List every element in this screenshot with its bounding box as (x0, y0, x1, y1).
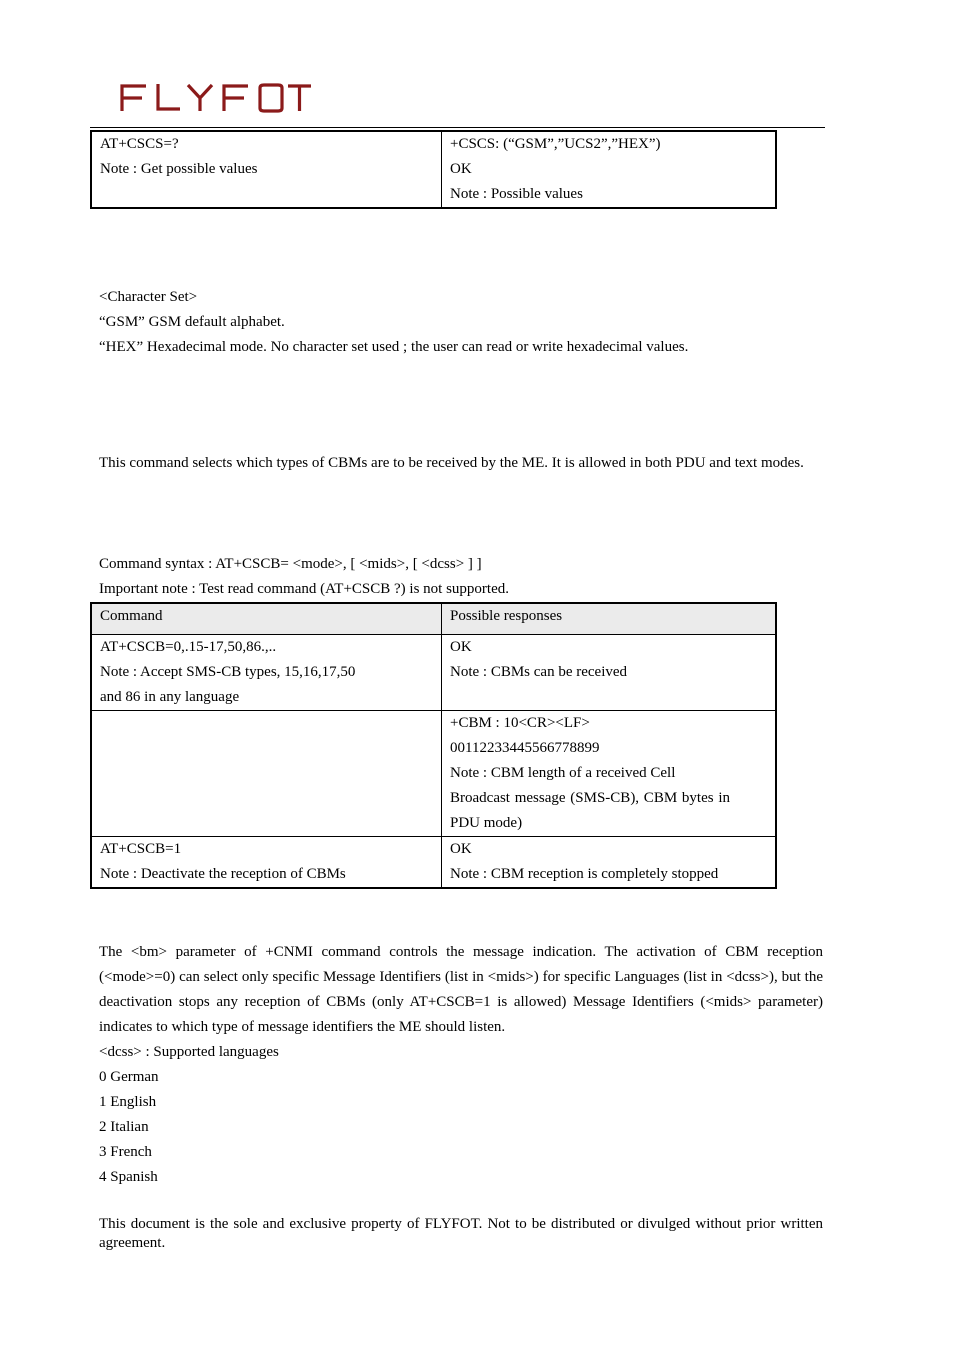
command-syntax: Command syntax : AT+CSCB= <mode>, [ <mids>, [ <dcss> ] ] (99, 556, 482, 572)
cell-line: +CBM : 10<CR><LF> (450, 715, 590, 731)
cscs-test-table (90, 130, 777, 209)
cell-line: Note : CBM length of a received Cell (450, 765, 676, 781)
cell-line: AT+CSCB=0,.15-17,50,86.,.. (100, 639, 277, 655)
cscs-command-cell (91, 131, 442, 208)
dcss-heading: <dcss> : Supported languages (99, 1044, 279, 1060)
table-row (91, 635, 776, 711)
response-cell (442, 837, 777, 889)
charset-hex: “HEX” Hexadecimal mode. No character set used ; the user can read or write hexadecimal values. (99, 339, 689, 355)
column-header-command (91, 603, 442, 635)
language-item: 0 German (99, 1069, 159, 1085)
bm-parameter-paragraph: The <bm> parameter of +CNMI command controls the message indication. The activation of CBM reception (<mode>=0) can select only specific Message Identifiers (list in <mids>) for specific Languages (list in <dcss>), but the deactivation stops any reception of CBMs (only AT+CSCB=1 is allowed) Message Identifiers (<mids> parameter) indicates to which type of message identifiers the ME should listen. (99, 944, 823, 1035)
cell-line: OK (450, 841, 472, 857)
language-item: 3 French (99, 1144, 152, 1160)
header-label: Command (100, 608, 163, 624)
logo-text: FLYFOT (118, 80, 122, 81)
cell-line: Note : CBMs can be received (450, 664, 628, 680)
cell-line: AT+CSCB=1 (100, 841, 182, 857)
important-note: Important note : Test read command (AT+CSCB ?) is not supported. (99, 581, 509, 597)
cell-line: Note : Deactivate the reception of CBMs (100, 866, 346, 882)
cell-line: Note : Possible values (450, 186, 583, 202)
response-cell (442, 635, 777, 711)
table-row (91, 711, 776, 837)
cell-line: and 86 in any language (100, 689, 240, 705)
cell-line: +CSCS: (“GSM”,”UCS2”,”HEX”) (450, 136, 661, 152)
cscb-table (90, 602, 777, 889)
column-header-responses (442, 603, 777, 635)
cell-line: 00112233445566778899 (450, 740, 600, 756)
cell-line: Note : Get possible values (100, 161, 258, 177)
cell-line: AT+CSCS=? (100, 136, 179, 152)
footer-notice: This document is the sole and exclusive property of FLYFOT. Not to be distributed or divulged without prior written agreement. (99, 1216, 823, 1251)
language-item: 2 Italian (99, 1119, 149, 1135)
cscb-intro-paragraph: This command selects which types of CBMs are to be received by the ME. It is allowed in both PDU and text modes. (99, 455, 804, 471)
cscs-response-cell (442, 131, 777, 208)
cell-line: OK (450, 639, 472, 655)
command-cell (91, 635, 442, 711)
language-item: 1 English (99, 1094, 157, 1110)
table-row (91, 837, 776, 889)
language-item: 4 Spanish (99, 1169, 158, 1185)
header-rule (90, 127, 825, 128)
response-cell (442, 711, 777, 837)
cell-line: Note : Accept SMS-CB types, 15,16,17,50 (100, 664, 356, 680)
charset-gsm: “GSM” GSM default alphabet. (99, 314, 285, 330)
command-cell (91, 837, 442, 889)
cell-line: Note : CBM reception is completely stopped (450, 866, 719, 882)
charset-heading: <Character Set> (99, 289, 198, 305)
cell-line: OK (450, 161, 472, 177)
command-cell (91, 711, 442, 837)
header-label: Possible responses (450, 608, 563, 624)
flyfot-logo (118, 80, 314, 114)
cell-line: PDU mode) (450, 815, 523, 831)
cell-line: Broadcast message (SMS-CB), CBM bytes in (450, 790, 730, 806)
